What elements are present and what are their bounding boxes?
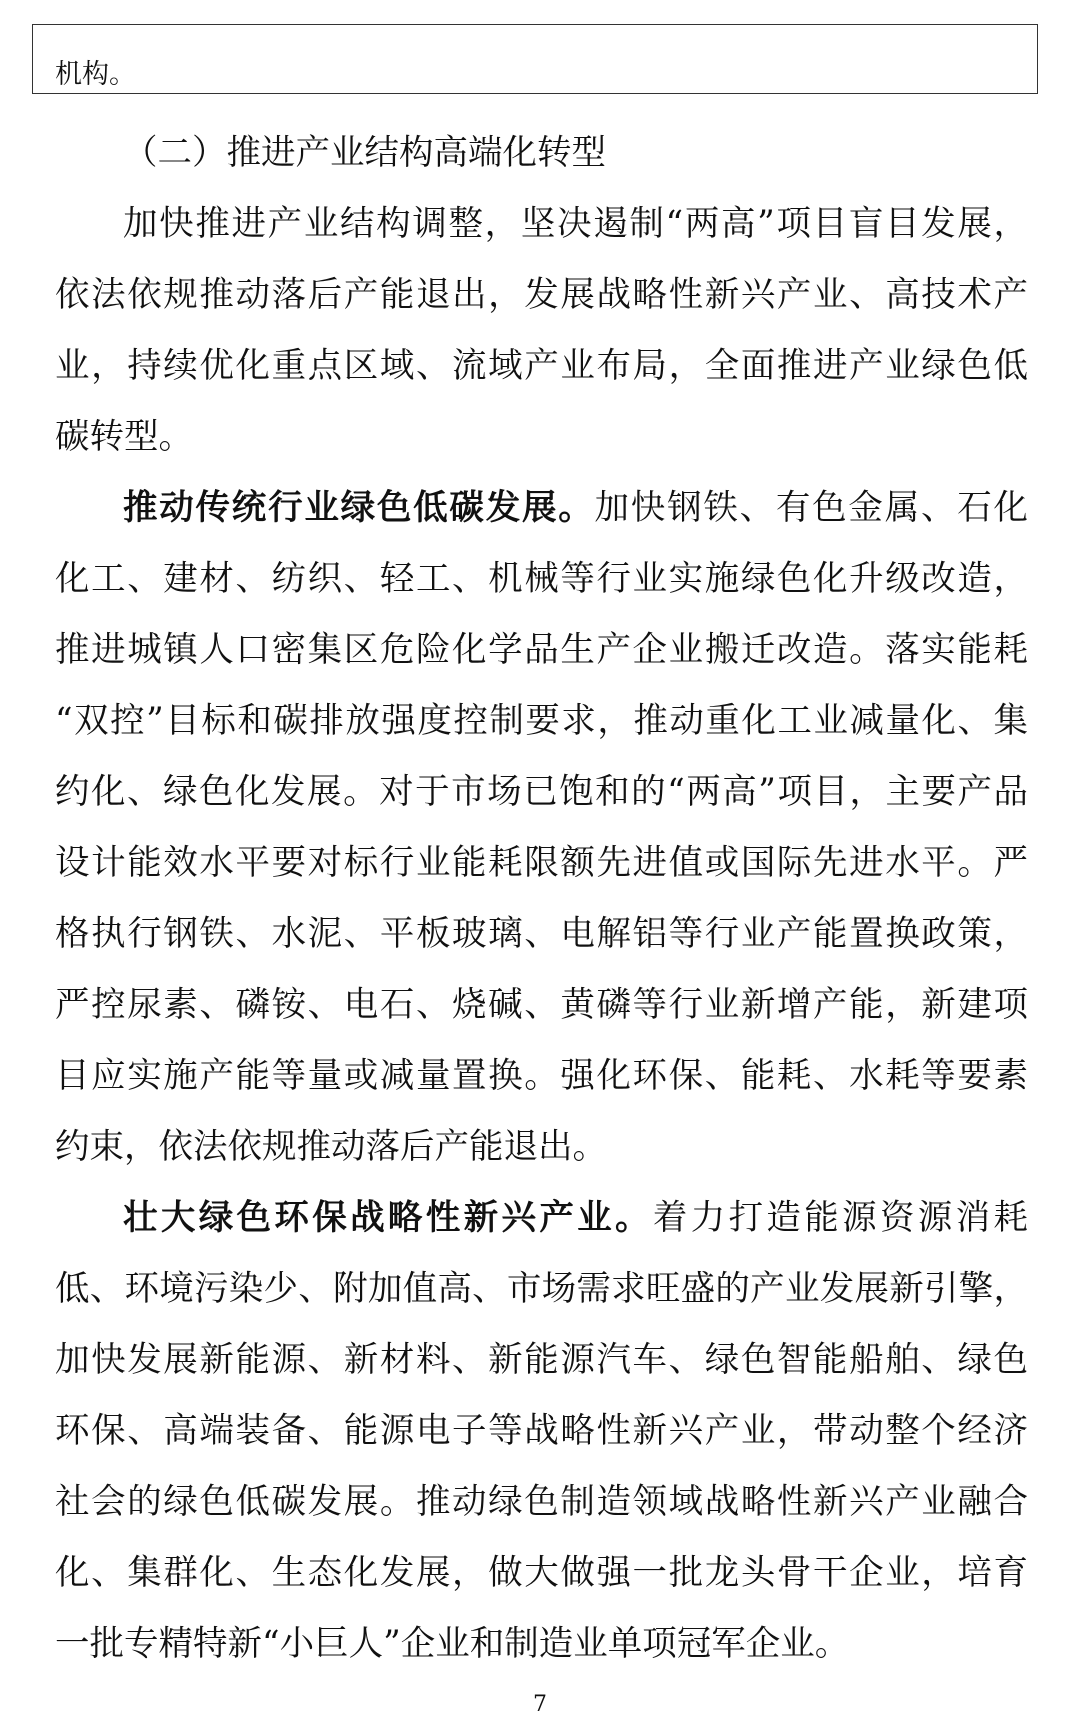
paragraph-lead-rest: 加快钢铁、有色金属、石化 [594, 488, 1028, 528]
intro-line: 依法依规推动落后产能退出，发展战略性新兴产业、高技术产 [55, 275, 1028, 315]
paragraph-line: 约化、绿色化发展。对于市场已饱和的“两高”项目，主要产品 [55, 772, 1028, 812]
paragraph-first-line [55, 473, 1028, 544]
document-body [55, 118, 1028, 1680]
paragraph-line: 社会的绿色低碳发展。推动绿色制造领域战略性新兴产业融合 [55, 1482, 1028, 1522]
paragraph-first-line [55, 1183, 1028, 1254]
paragraph-line: 低、环境污染少、附加值高、市场需求旺盛的产业发展新引擎， [55, 1269, 1028, 1309]
intro-line: 碳转型。 [55, 417, 193, 457]
paragraph-line: 约束，依法依规推动落后产能退出。 [55, 1127, 607, 1167]
paragraph-line: 一批专精特新“小巨人”企业和制造业单项冠军企业。 [55, 1624, 850, 1664]
page-number: 7 [533, 1692, 547, 1717]
boxed-note-text: 机构。 [55, 59, 136, 90]
paragraph-line: 严控尿素、磷铵、电石、烧碱、黄磷等行业新增产能，新建项 [55, 985, 1028, 1025]
paragraph-line: “双控”目标和碳排放强度控制要求，推动重化工业减量化、集 [55, 701, 1028, 741]
paragraph-line: 加快发展新能源、新材料、新能源汽车、绿色智能船舶、绿色 [55, 1340, 1028, 1380]
paragraph-line: 目应实施产能等量或减量置换。强化环保、能耗、水耗等要素 [55, 1056, 1028, 1096]
section-heading: （二）推进产业结构高端化转型 [123, 133, 606, 173]
boxed-note [32, 24, 1038, 94]
paragraph-lead-heading: 壮大绿色环保战略性新兴产业。 [123, 1198, 653, 1238]
intro-line: 业，持续优化重点区域、流域产业布局，全面推进产业绿色低 [55, 346, 1028, 386]
paragraph-line: 设计能效水平要对标行业能耗限额先进值或国际先进水平。严 [55, 843, 1028, 883]
paragraph-line: 化、集群化、生态化发展，做大做强一批龙头骨干企业，培育 [55, 1553, 1028, 1593]
paragraph-lead-rest: 着力打造能源资源消耗 [652, 1198, 1028, 1238]
paragraph-line: 推进城镇人口密集区危险化学品生产企业搬迁改造。落实能耗 [55, 630, 1028, 670]
intro-line: 加快推进产业结构调整，坚决遏制“两高”项目盲目发展， [123, 204, 1028, 244]
paragraph-lead-heading: 推动传统行业绿色低碳发展。 [123, 488, 595, 528]
paragraph-line: 化工、建材、纺织、轻工、机械等行业实施绿色化升级改造， [55, 559, 1028, 599]
paragraph-line: 环保、高端装备、能源电子等战略性新兴产业，带动整个经济 [55, 1411, 1028, 1451]
paragraph-line: 格执行钢铁、水泥、平板玻璃、电解铝等行业产能置换政策， [55, 914, 1028, 954]
